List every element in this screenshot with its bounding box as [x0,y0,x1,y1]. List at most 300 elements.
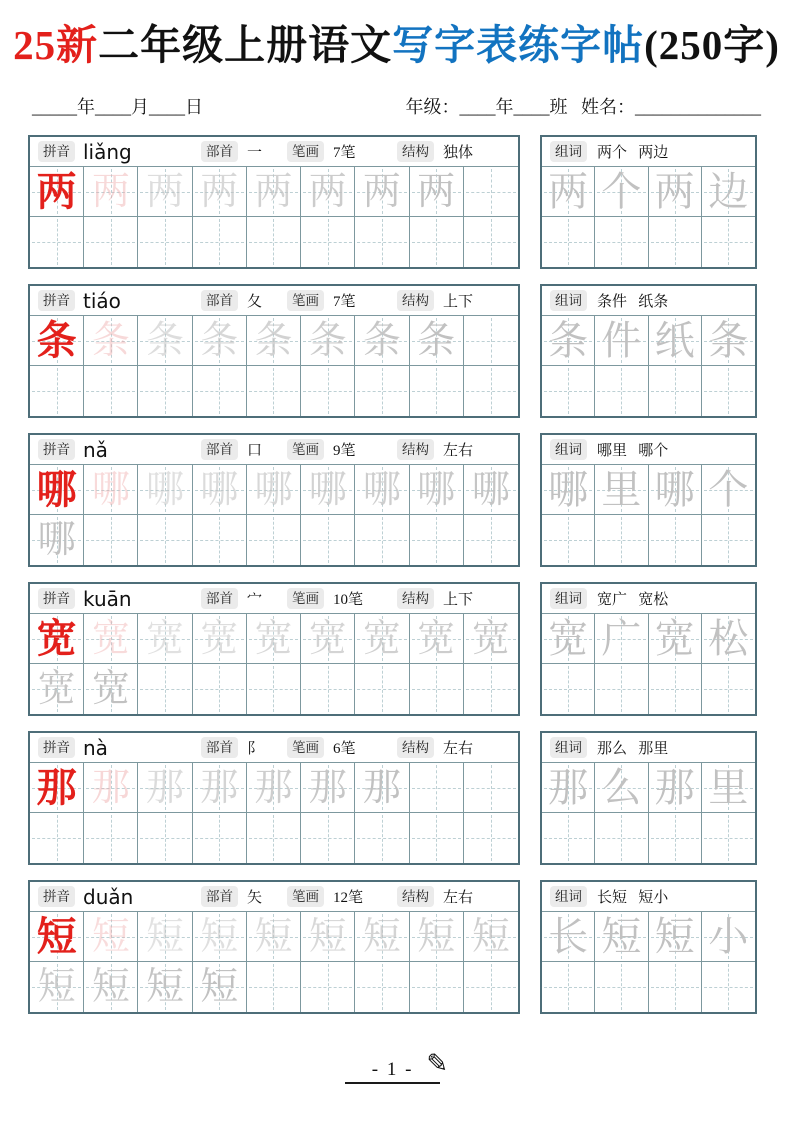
word-trace-character: 哪 [548,467,589,512]
word-trace-character: 宽 [548,616,589,661]
practice-cell [247,614,301,664]
practice-cell [355,813,409,863]
words-value: 长短 短小 [597,890,669,906]
practice-cell [464,316,518,366]
date-name-line [32,93,761,119]
word-cell [542,217,595,267]
stroke-order-glyph: 条 [254,320,293,362]
stroke-order-glyph: 短 [91,916,130,958]
word-cell [649,316,702,366]
stroke-order-glyph: 条 [417,320,456,362]
stroke-order-glyph: 两 [146,171,185,213]
word-cell [702,664,755,714]
stroke-order-glyph: 短 [146,966,185,1008]
practice-cell [247,664,301,714]
words-panel [540,880,757,1014]
pinyin-value: nǎ [83,437,108,462]
practice-cell [193,763,247,813]
character-panel [28,731,520,865]
character-block [28,284,765,418]
strokes-label: 笔画 [287,290,324,311]
practice-cell [301,763,355,813]
practice-cell [355,763,409,813]
pencil-icon: ✎ [426,1049,449,1079]
strokes-label: 笔画 [287,588,324,609]
practice-cell [138,515,192,565]
words-practice-grid [542,763,755,863]
practice-cell [193,217,247,267]
structure-label: 结构 [397,588,434,609]
practice-cell [247,465,301,515]
word-cell [649,763,702,813]
practice-cell [193,465,247,515]
stroke-order-glyph: 两 [200,171,239,213]
words-panel [540,433,757,567]
strokes-label: 笔画 [287,439,324,460]
word-trace-character: 里 [601,467,642,512]
pinyin-label: 拼音 [38,439,75,460]
stroke-order-glyph: 哪 [146,469,185,511]
radical-value: 口 [247,443,263,459]
practice-cell [464,614,518,664]
practice-cell [138,614,192,664]
pinyin-label: 拼音 [38,588,75,609]
practice-cell [84,316,138,366]
practice-cell [138,664,192,714]
practice-cell [138,813,192,863]
word-cell [542,366,595,416]
radical-label: 部首 [201,439,238,460]
radical-label: 部首 [201,290,238,311]
practice-cell [84,664,138,714]
pinyin-label: 拼音 [38,141,75,162]
stroke-order-glyph: 两 [254,171,293,213]
stroke-order-glyph: 哪 [362,469,401,511]
structure-label: 结构 [397,290,434,311]
stroke-practice-grid [30,167,518,267]
words-label: 组词 [550,588,587,609]
strokes-value: 10笔 [333,592,364,608]
words-practice-grid [542,912,755,1012]
stroke-order-glyph: 宽 [308,618,347,660]
page-title [0,0,793,71]
stroke-order-glyph: 那 [200,767,239,809]
practice-cell [84,763,138,813]
stroke-order-glyph: 宽 [417,618,456,660]
character-panel [28,433,520,567]
word-cell [595,813,648,863]
stroke-order-glyph: 宽 [362,618,401,660]
word-cell [702,763,755,813]
words-practice-grid [542,465,755,565]
stroke-practice-grid [30,912,518,1012]
stroke-order-glyph: 条 [200,320,239,362]
stroke-order-glyph: 哪 [417,469,456,511]
word-cell [542,316,595,366]
radical-value: 一 [247,145,263,161]
practice-cell [138,465,192,515]
word-cell [649,813,702,863]
word-trace-character: 短 [601,914,642,959]
words-value: 两个 两边 [597,145,669,161]
word-trace-character: 那 [654,765,695,810]
word-cell [595,167,648,217]
strokes-value: 7笔 [333,145,356,161]
practice-cell [138,912,192,962]
word-cell [595,614,648,664]
structure-value: 左右 [443,741,474,757]
practice-cell [193,912,247,962]
word-trace-character: 里 [708,765,749,810]
pinyin-label: 拼音 [38,886,75,907]
word-cell [649,962,702,1012]
practice-cell [301,962,355,1012]
words-label: 组词 [550,439,587,460]
word-trace-character: 长 [548,914,589,959]
words-label: 组词 [550,737,587,758]
stroke-order-glyph: 宽 [254,618,293,660]
radical-label: 部首 [201,886,238,907]
practice-cell [410,664,464,714]
words-value: 那么 那里 [597,741,669,757]
character-info-header [30,435,518,465]
practice-cell [193,366,247,416]
stroke-order-glyph: 那 [146,767,185,809]
pinyin-value: nà [83,735,108,760]
practice-cell [84,614,138,664]
practice-cell [30,962,84,1012]
word-cell [595,515,648,565]
title-subject: 写字表练字帖 [392,22,645,68]
strokes-label: 笔画 [287,737,324,758]
model-character: 宽 [36,616,77,661]
stroke-order-glyph: 两 [362,171,401,213]
word-cell [542,167,595,217]
stroke-order-glyph: 两 [417,171,456,213]
word-trace-character: 那 [548,765,589,810]
stroke-order-glyph: 那 [362,767,401,809]
words-panel [540,284,757,418]
practice-cell [410,763,464,813]
stroke-order-glyph: 短 [200,916,239,958]
stroke-practice-grid [30,465,518,565]
practice-cell [193,962,247,1012]
practice-cell [355,614,409,664]
date-blanks: _____年____月____日 [32,97,203,117]
stroke-order-glyph: 短 [362,916,401,958]
strokes-value: 7笔 [333,294,356,310]
stroke-order-glyph: 条 [146,320,185,362]
practice-cell [193,515,247,565]
radical-value: 夂 [247,294,263,310]
practice-cell [464,962,518,1012]
word-trace-character: 么 [601,765,642,810]
radical-label: 部首 [201,141,238,162]
practice-cell [247,515,301,565]
structure-value: 左右 [443,443,474,459]
character-info-header [30,137,518,167]
practice-cell [410,366,464,416]
practice-cell [84,465,138,515]
model-character: 条 [36,318,77,363]
word-trace-character: 小 [708,914,749,959]
practice-cell [138,167,192,217]
stroke-order-glyph: 宽 [146,618,185,660]
word-trace-character: 两 [654,169,695,214]
word-trace-character: 松 [708,616,749,661]
structure-value: 上下 [443,294,474,310]
word-cell [595,366,648,416]
word-trace-character: 宽 [654,616,695,661]
practice-cell [84,167,138,217]
word-cell [702,515,755,565]
word-cell [595,316,648,366]
structure-label: 结构 [397,141,434,162]
practice-cell [30,217,84,267]
practice-cell [464,813,518,863]
practice-cell [464,465,518,515]
stroke-order-glyph: 哪 [308,469,347,511]
word-cell [595,962,648,1012]
words-label: 组词 [550,290,587,311]
practice-cell [355,316,409,366]
word-cell [702,614,755,664]
structure-label: 结构 [397,886,434,907]
radical-value: 矢 [247,890,263,906]
practice-cell [84,217,138,267]
practice-cell [138,316,192,366]
stroke-order-glyph: 短 [146,916,185,958]
strokes-value: 12笔 [333,890,364,906]
stroke-order-glyph: 哪 [200,469,239,511]
practice-cell [410,465,464,515]
practice-cell [464,515,518,565]
word-cell [542,912,595,962]
word-cell [649,912,702,962]
practice-cell [464,763,518,813]
stroke-order-glyph: 短 [37,966,76,1008]
practice-cell [301,366,355,416]
stroke-order-glyph: 那 [254,767,293,809]
practice-cell [355,515,409,565]
words-value: 条件 纸条 [597,294,669,310]
word-cell [702,465,755,515]
practice-cell [301,912,355,962]
practice-cell [464,217,518,267]
character-block [28,731,765,865]
words-panel [540,731,757,865]
practice-cell [247,813,301,863]
word-trace-character: 边 [708,169,749,214]
structure-value: 左右 [443,890,474,906]
word-trace-character: 纸 [654,318,695,363]
grade-name-blanks: 年级：____年____班 姓名：______________ [405,97,761,117]
word-trace-character: 件 [601,318,642,363]
practice-cell [30,167,84,217]
model-character: 哪 [36,467,77,512]
stroke-practice-grid [30,316,518,416]
title-edition: 25新 [13,22,99,68]
character-panel [28,284,520,418]
words-label: 组词 [550,886,587,907]
practice-cell [355,664,409,714]
words-header [542,882,755,912]
practice-cell [301,167,355,217]
character-block [28,880,765,1014]
word-cell [702,366,755,416]
practice-cell [410,167,464,217]
stroke-order-glyph: 哪 [91,469,130,511]
practice-cell [138,962,192,1012]
practice-cell [30,664,84,714]
word-trace-character: 个 [601,169,642,214]
practice-cell [193,664,247,714]
stroke-order-glyph: 宽 [471,618,510,660]
practice-cell [301,813,355,863]
character-panel [28,135,520,269]
pinyin-label: 拼音 [38,290,75,311]
structure-value: 上下 [443,592,474,608]
stroke-order-glyph: 条 [91,320,130,362]
words-header [542,137,755,167]
practice-cell [410,962,464,1012]
practice-cell [301,614,355,664]
radical-label: 部首 [201,588,238,609]
word-trace-character: 条 [548,318,589,363]
radical-value: 宀 [247,592,263,608]
practice-cell [138,366,192,416]
practice-cell [301,316,355,366]
practice-cell [410,515,464,565]
stroke-order-glyph: 条 [362,320,401,362]
practice-cell [193,813,247,863]
practice-cell [355,366,409,416]
stroke-order-glyph: 短 [308,916,347,958]
word-cell [649,167,702,217]
pinyin-value: tiáo [83,288,121,313]
strokes-value: 9笔 [333,443,356,459]
stroke-order-glyph: 短 [471,916,510,958]
title-grade: 二年级上册语文 [98,22,393,68]
words-label: 组词 [550,141,587,162]
practice-cell [247,962,301,1012]
practice-cell [193,167,247,217]
practice-cell [247,167,301,217]
character-panel [28,880,520,1014]
word-cell [595,763,648,813]
word-cell [649,614,702,664]
practice-cell [84,912,138,962]
word-cell [702,316,755,366]
stroke-practice-grid [30,763,518,863]
word-cell [649,465,702,515]
practice-cell [410,217,464,267]
pinyin-value: duǎn [83,884,134,909]
word-cell [542,763,595,813]
stroke-order-glyph: 哪 [254,469,293,511]
practice-cell [247,316,301,366]
practice-cell [301,465,355,515]
practice-cell [84,515,138,565]
practice-cell [193,316,247,366]
practice-cell [247,217,301,267]
words-value: 哪里 哪个 [597,443,669,459]
words-practice-grid [542,614,755,714]
word-trace-character: 两 [548,169,589,214]
words-header [542,435,755,465]
structure-label: 结构 [397,439,434,460]
practice-cell [410,912,464,962]
word-cell [542,614,595,664]
stroke-order-glyph: 宽 [200,618,239,660]
stroke-order-glyph: 两 [308,171,347,213]
practice-cell [355,962,409,1012]
word-cell [542,515,595,565]
word-cell [702,167,755,217]
practice-cell [464,912,518,962]
word-cell [649,366,702,416]
word-cell [542,962,595,1012]
stroke-order-glyph: 两 [91,171,130,213]
practice-cell [247,912,301,962]
word-cell [595,664,648,714]
practice-cell [355,912,409,962]
stroke-order-glyph: 宽 [91,618,130,660]
practice-cell [84,813,138,863]
practice-cell [355,167,409,217]
character-info-header [30,733,518,763]
page-footer [0,1049,793,1084]
practice-cell [138,217,192,267]
stroke-order-glyph: 条 [308,320,347,362]
practice-cell [247,763,301,813]
word-trace-character: 条 [708,318,749,363]
strokes-value: 6笔 [333,741,356,757]
word-cell [702,813,755,863]
practice-cell [30,515,84,565]
practice-cell [30,813,84,863]
stroke-order-glyph: 那 [308,767,347,809]
word-cell [649,515,702,565]
stroke-order-glyph: 宽 [37,668,76,710]
stroke-practice-grid [30,614,518,714]
practice-cell [301,217,355,267]
word-cell [595,912,648,962]
practice-cell [30,366,84,416]
practice-cell [410,316,464,366]
character-block [28,135,765,269]
pinyin-value: kuān [83,586,132,611]
stroke-order-glyph: 短 [200,966,239,1008]
words-panel [540,135,757,269]
pinyin-value: liǎng [83,139,132,164]
page-number: - 1 - [345,1059,441,1084]
practice-cell [464,167,518,217]
practice-cell [301,515,355,565]
word-cell [702,217,755,267]
word-cell [595,217,648,267]
word-trace-character: 短 [654,914,695,959]
stroke-order-glyph: 哪 [37,519,76,561]
words-value: 宽广 宽松 [597,592,669,608]
word-trace-character: 广 [601,616,642,661]
radical-label: 部首 [201,737,238,758]
practice-cell [355,217,409,267]
word-cell [595,465,648,515]
word-cell [702,912,755,962]
word-cell [649,664,702,714]
structure-label: 结构 [397,737,434,758]
